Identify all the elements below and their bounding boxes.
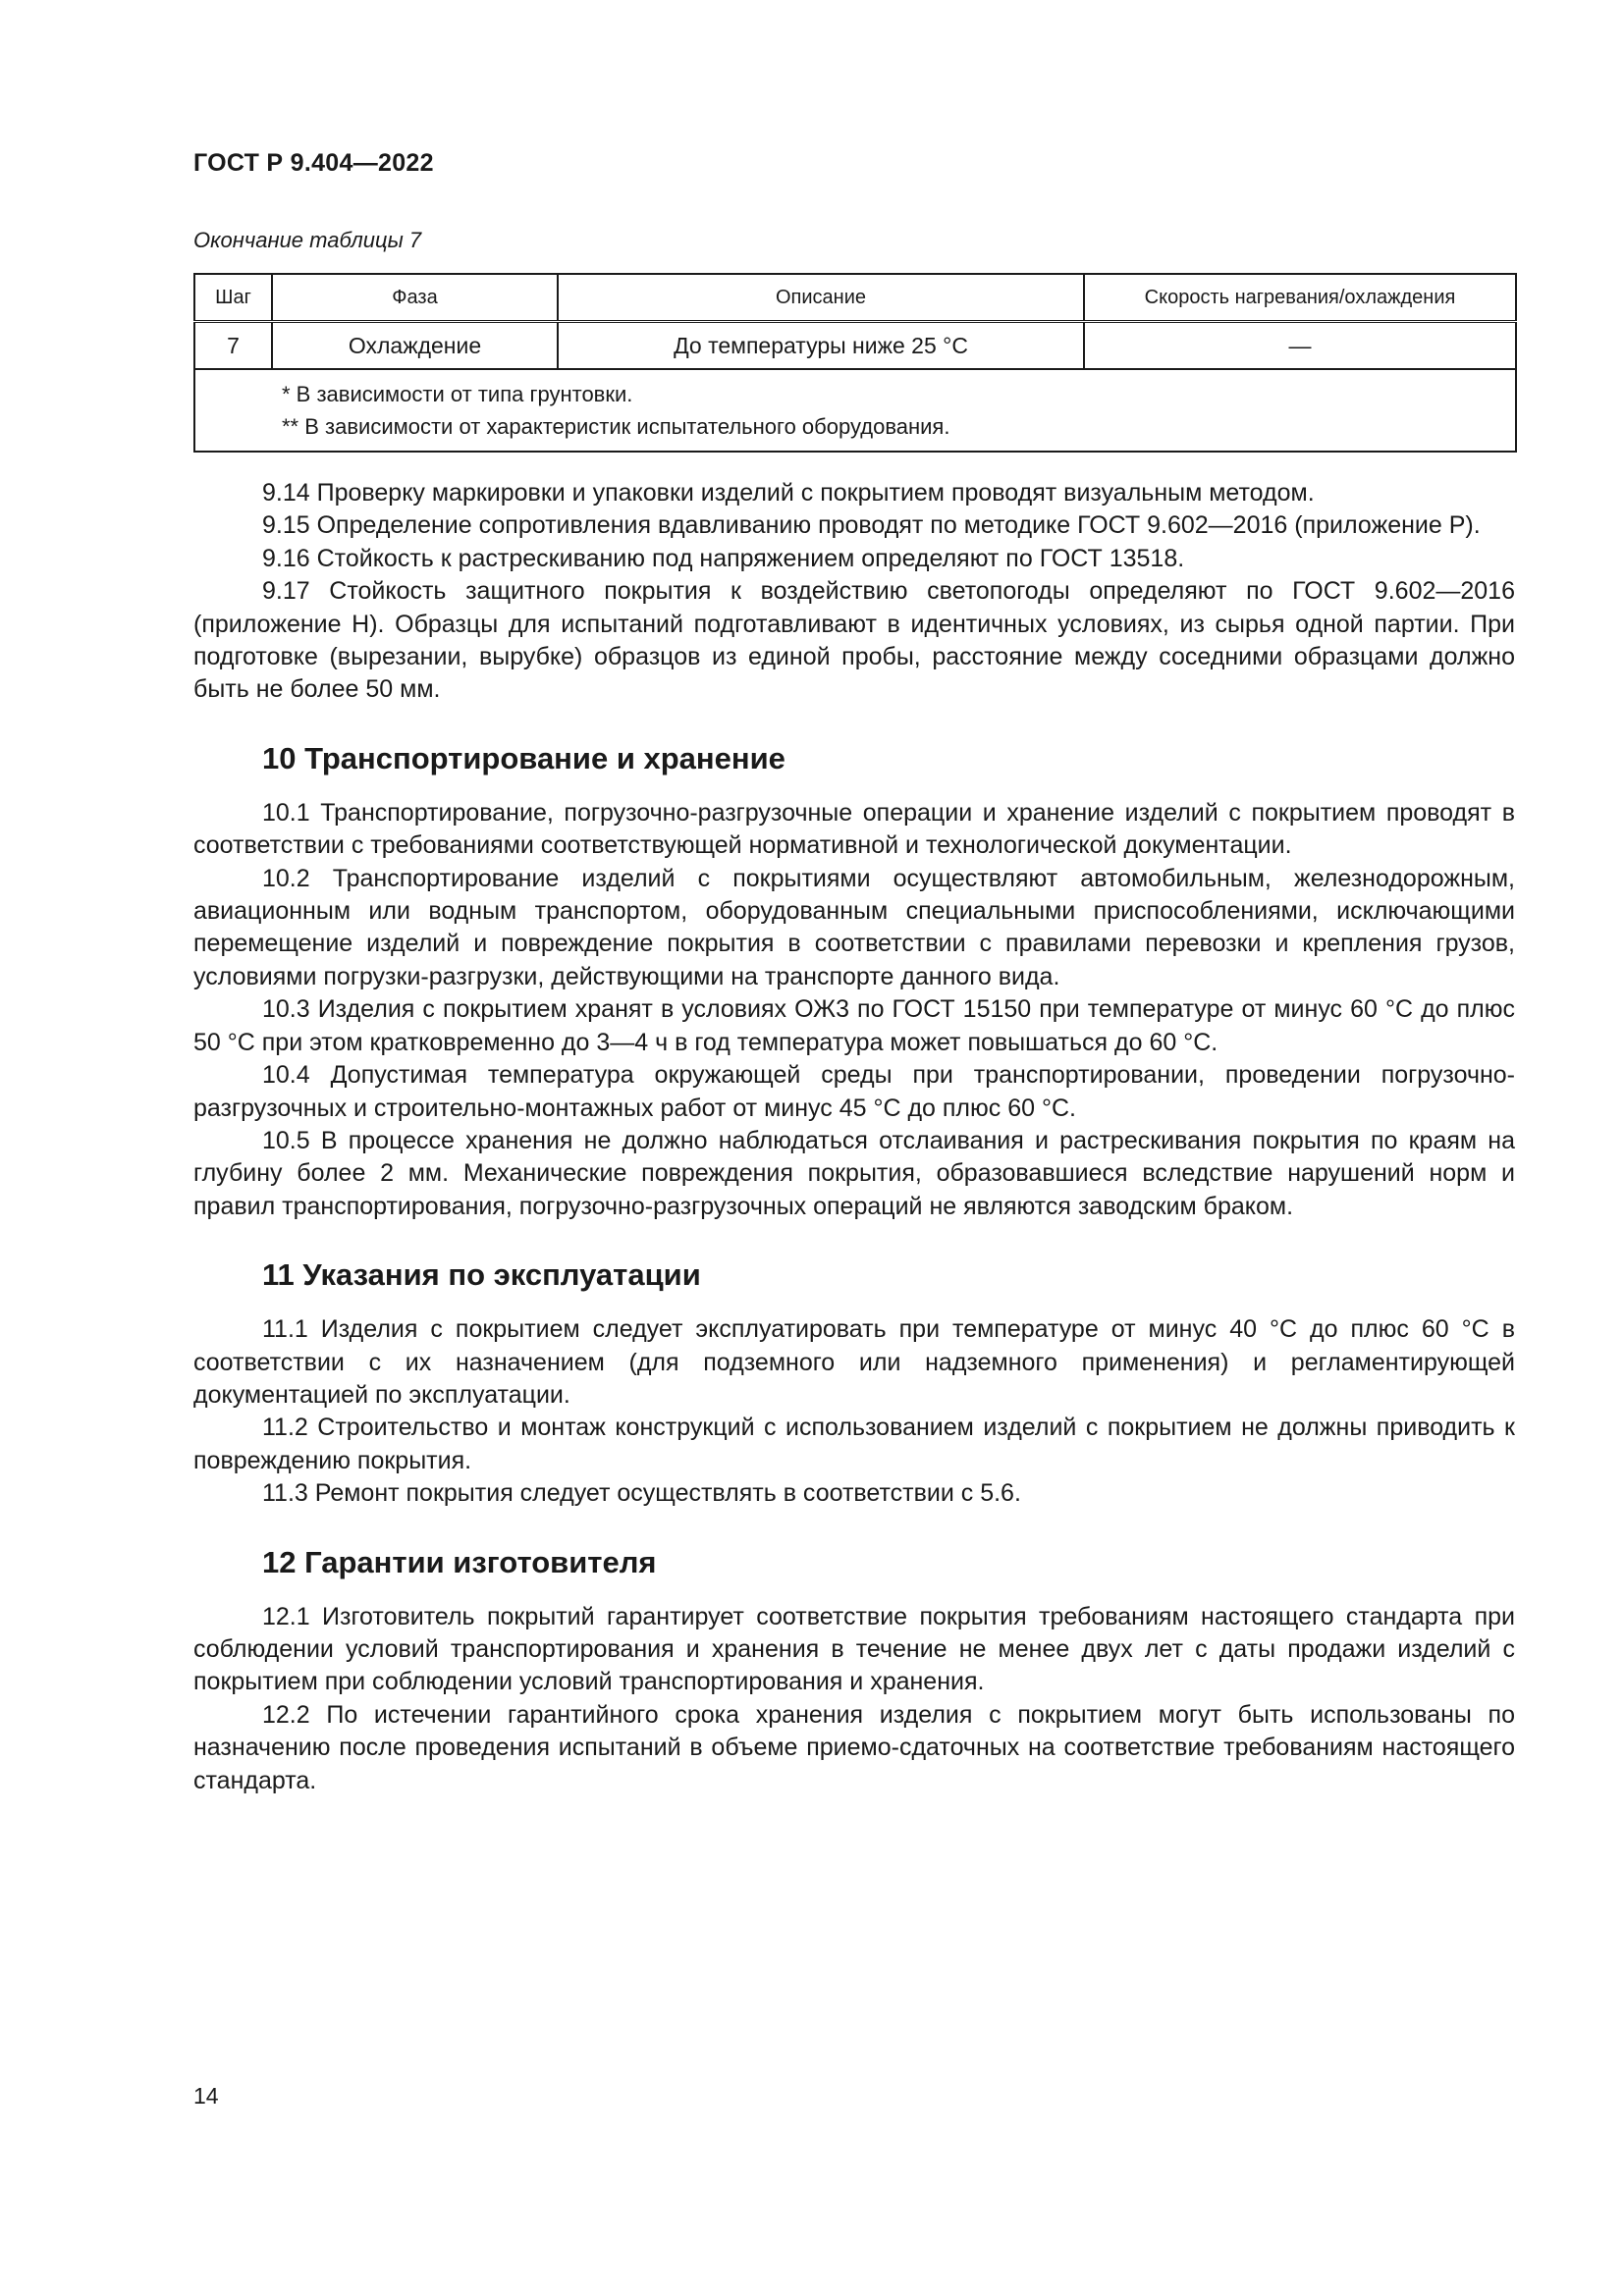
paragraph-10-2: 10.2 Транспортирование изделий с покрытиями осуществляют автомобильным, железнодорожным, авиационным или водным транспортом, оборудованным специальными приспособлениями, исключающими перемещение изделий и повреждение покрытия в соответствии с правилами перевозки и крепления грузов, условиями погрузки-разгрузки, действующими на транспорте данного вида.	[193, 864, 1515, 990]
paragraph-9-17: 9.17 Стойкость защитного покрытия к воздействию светопогоды определяют по ГОСТ 9.602—2016 (приложение Н). Образцы для испытаний подготавливают в идентичных условиях, из сырья одной партии. При подготовке (вырезании, вырубке) образцов из единой пробы, расстояние между соседними образцами должно быть не более 50 мм.	[193, 577, 1515, 704]
document-body	[193, 477, 1515, 1797]
section-11-heading: 11 Указания по эксплуатации	[262, 1257, 701, 1293]
column-header-description: Описание	[558, 274, 1084, 322]
table-row	[194, 322, 1516, 370]
paragraph-10-5: 10.5 В процессе хранения не должно наблюдаться отслаивания и растрескивания покрытия по краям на глубину более 2 мм. Механические повреждения покрытия, образовавшиеся вследствие нарушений норм и правил транспортирования, погрузочно-разгрузочных операций не являются заводским браком.	[193, 1126, 1515, 1220]
table-note-1: * В зависимости от типа грунтовки.	[282, 382, 633, 406]
paragraph-11-1: 11.1 Изделия с покрытием следует эксплуатировать при температуре от минус 40 °C до плюс 60 °C в соответствии с их назначением (для подземного или надземного применения) и регламентирующей документацией по эксплуатации.	[193, 1315, 1515, 1409]
cell-step: 7	[194, 322, 272, 370]
page-number: 14	[193, 2083, 219, 2109]
section-12-heading: 12 Гарантии изготовителя	[262, 1544, 657, 1579]
paragraph-10-3: 10.3 Изделия с покрытием хранят в условиях ОЖ3 по ГОСТ 15150 при температуре от минус 60 °C до плюс 50 °C при этом кратковременно до 3—4 ч в год температура может повышаться до 60 °C.	[193, 995, 1515, 1056]
column-header-rate: Скорость нагревания/охлаждения	[1084, 274, 1516, 322]
column-header-phase: Фаза	[272, 274, 558, 322]
table-header-row	[194, 274, 1516, 322]
paragraph-12-2: 12.2 По истечении гарантийного срока хранения изделия с покрытием могут быть использованы по назначению после проведения испытаний в объеме приемо-сдаточных на соответствие требованиям настоящего стандарта.	[193, 1700, 1515, 1794]
cell-description: До температуры ниже 25 °C	[558, 322, 1084, 370]
paragraph-9-15: 9.15 Определение сопротивления вдавливанию проводят по методике ГОСТ 9.602—2016 (приложение Р).	[262, 511, 1481, 540]
paragraph-12-1: 12.1 Изготовитель покрытий гарантирует соответствие покрытия требованиям настоящего стандарта при соблюдении условий транспортирования и хранения в течение не менее двух лет с даты продажи изделий с покрытием при соблюдении условий транспортирования и хранения.	[193, 1602, 1515, 1696]
section-10-heading: 10 Транспортирование и хранение	[262, 740, 785, 775]
paragraph-10-4: 10.4 Допустимая температура окружающей среды при транспортировании, проведении погрузочно-разгрузочных и строительно-монтажных работ от минус 45 °C до плюс 60 °C.	[193, 1061, 1515, 1122]
cell-phase: Охлаждение	[272, 322, 558, 370]
paragraph-10-1: 10.1 Транспортирование, погрузочно-разгрузочные операции и хранение изделий с покрытием проводят в соответствии с требованиями соответствующей нормативной и технологической документации.	[193, 798, 1515, 860]
table-notes	[194, 369, 1516, 452]
paragraph-11-2: 11.2 Строительство и монтаж конструкций с использованием изделий с покрытием не должны приводить к повреждению покрытия.	[193, 1414, 1515, 1474]
table-caption: Окончание таблицы 7	[193, 228, 422, 252]
cell-rate: —	[1084, 322, 1516, 370]
column-header-step: Шаг	[194, 274, 272, 322]
table-note-2: ** В зависимости от характеристик испытательного оборудования.	[282, 414, 950, 439]
paragraph-9-14: 9.14 Проверку маркировки и упаковки изделий с покрытием проводят визуальным методом.	[262, 479, 1315, 507]
paragraph-9-16: 9.16 Стойкость к растрескиванию под напряжением определяют по ГОСТ 13518.	[262, 544, 1185, 572]
document-header: ГОСТ Р 9.404—2022	[193, 149, 434, 177]
table-notes-row	[194, 369, 1516, 452]
paragraph-11-3: 11.3 Ремонт покрытия следует осуществлять в соответствии с 5.6.	[262, 1479, 1021, 1508]
table-7-end	[193, 273, 1517, 453]
